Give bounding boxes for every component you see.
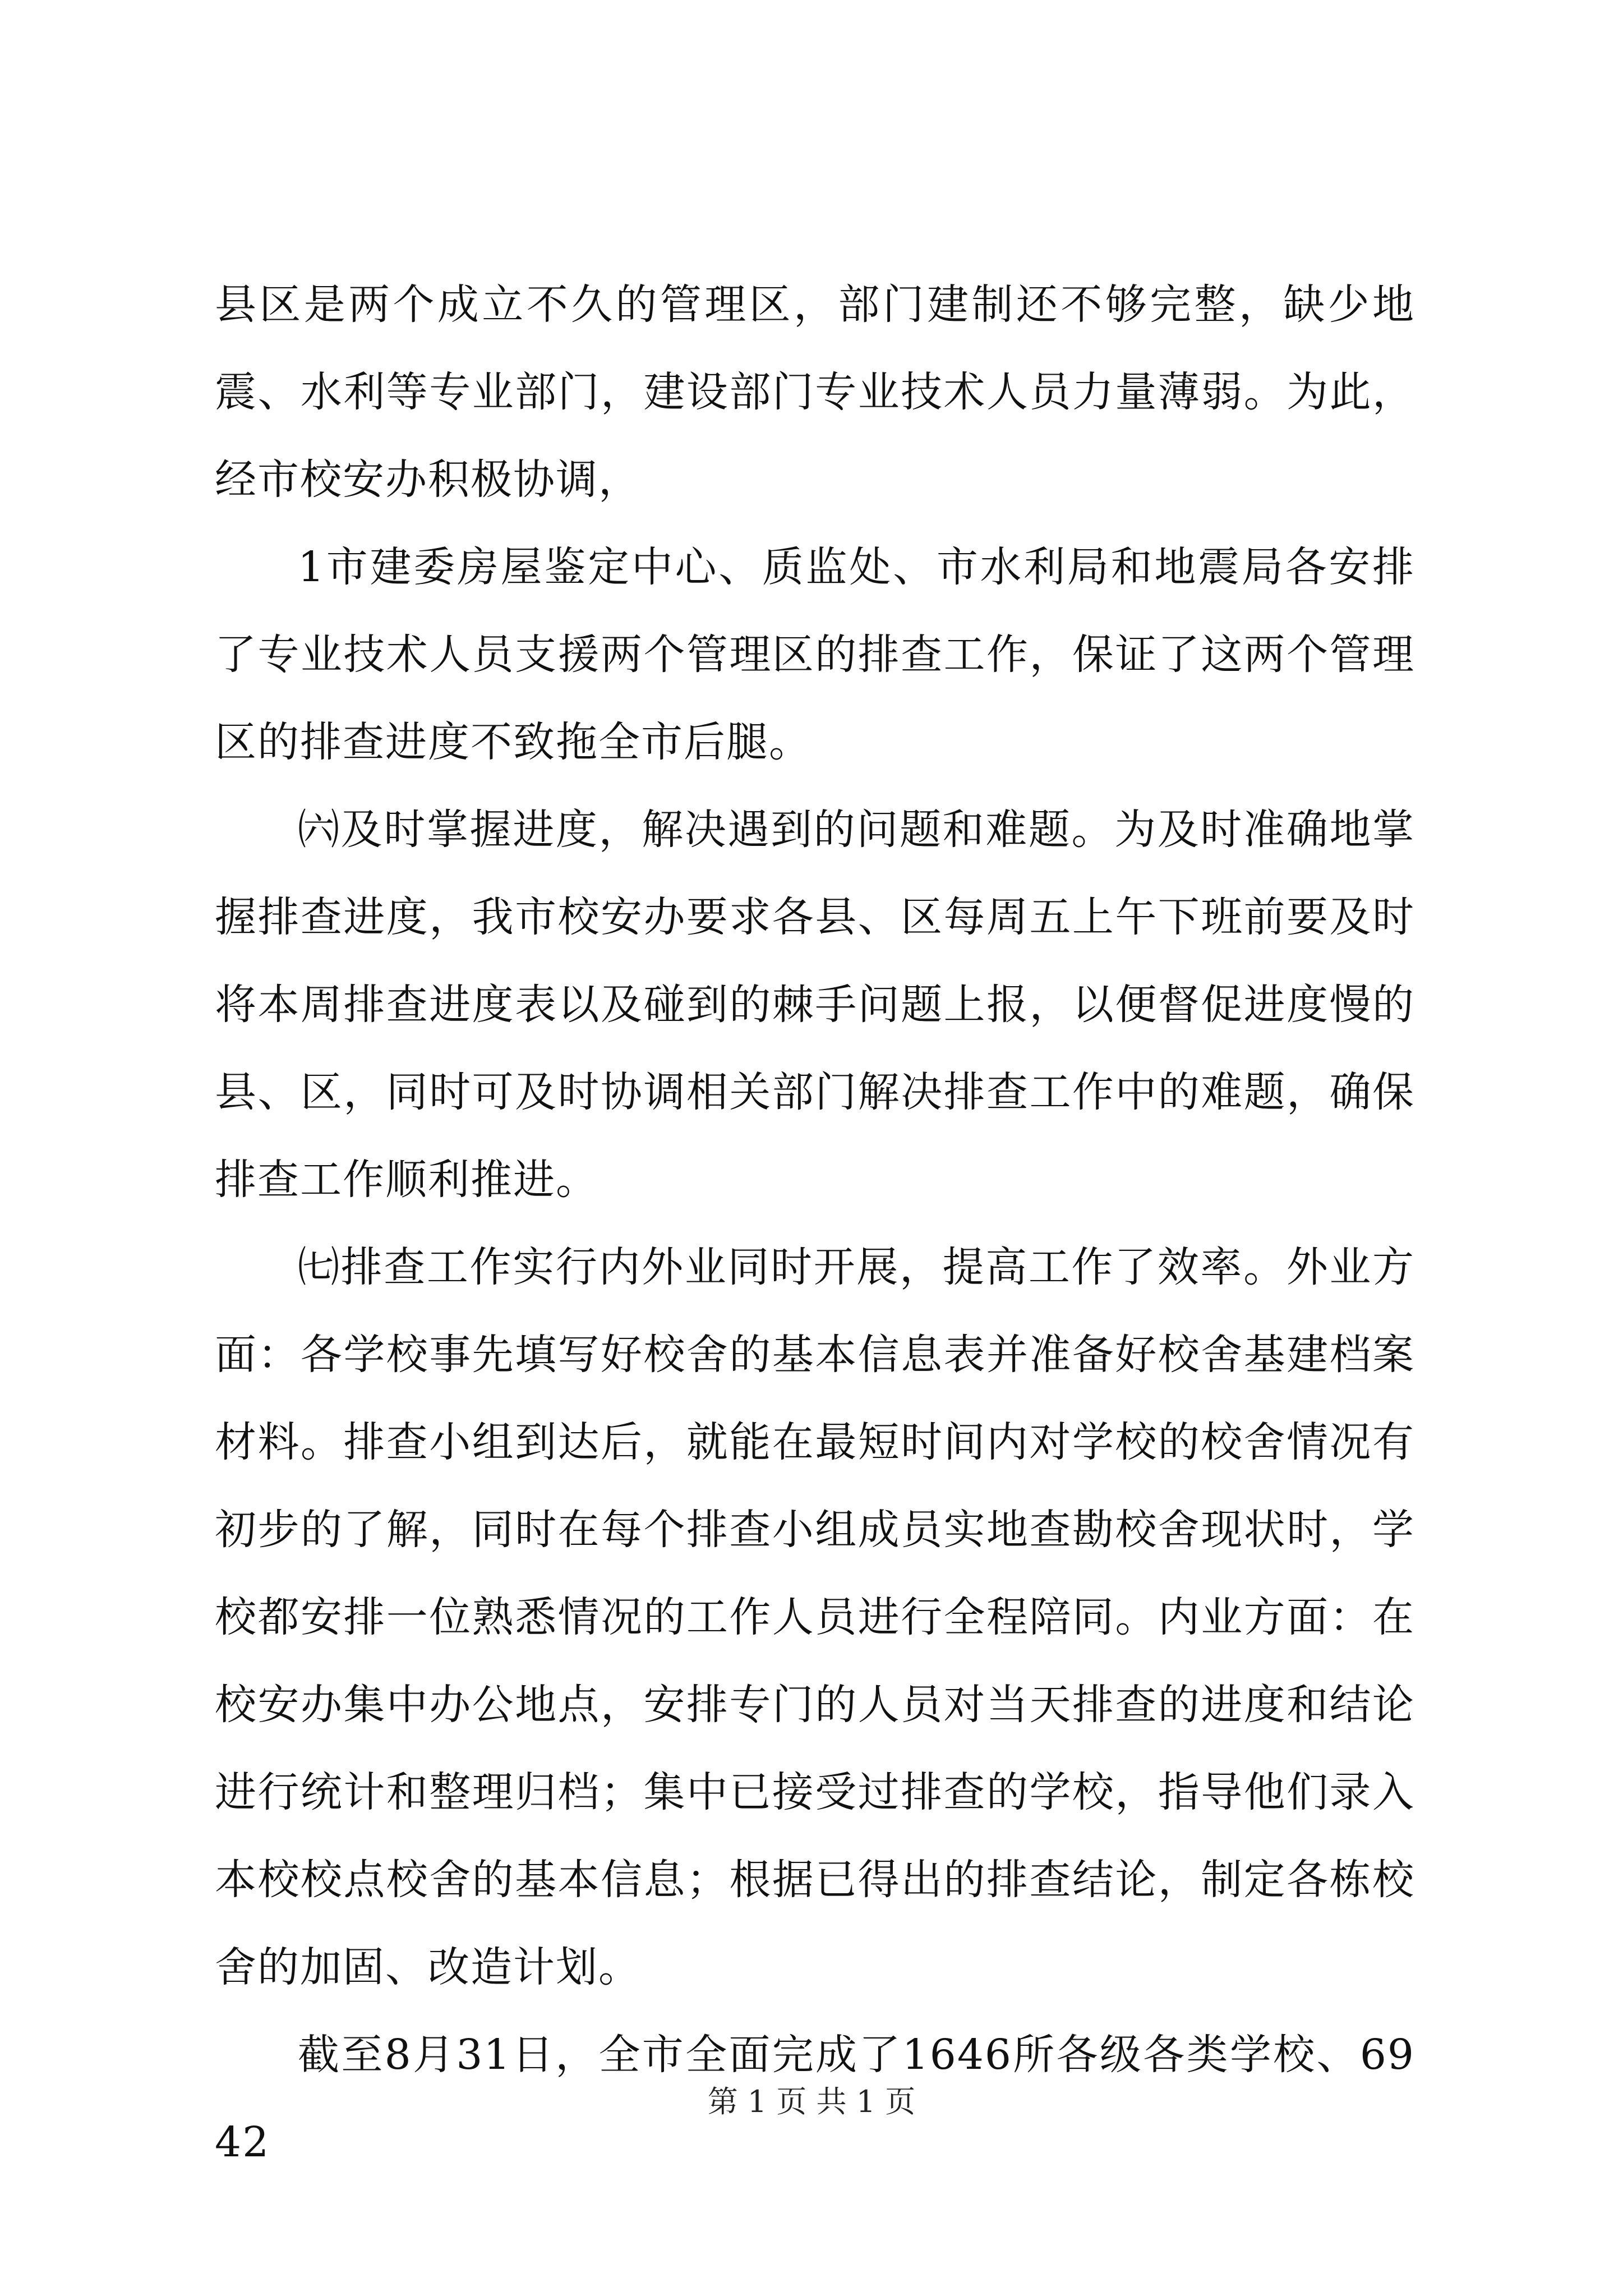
paragraph-section-6: ㈥及时掌握进度，解决遇到的问题和难题。为及时准确地掌握排查进度，我市校安办要求各县、区每周五上午下班前要及时将本周排查进度表以及碰到的棘手问题上报，以便督促进度慢的县、区，同时可及时协调相关部门解决排查工作中的难题，确保排查工作顺利推进。 [215,806,1415,1204]
paragraph-completion-status: 截至8月31日，全市全面完成了1646所各级各类学校、6942 [215,2031,1415,2166]
document-body [215,261,1415,2186]
paragraph-continuation: 县区是两个成立不久的管理区，部门建制还不够完整，缺少地震、水利等专业部门，建设部门专业技术人员力量薄弱。为此，经市校安办积极协调， [215,280,1415,504]
page-number-footer: 第 1 页 共 1 页 [707,2084,916,2119]
paragraph-support-arrangement: 1市建委房屋鉴定中心、质监处、市水利局和地震局各安排了专业技术人员支援两个管理区的排查工作，保证了这两个管理区的排查进度不致拖全市后腿。 [215,543,1415,766]
paragraph-section-7: ㈦排查工作实行内外业同时开展，提高工作了效率。外业方面：各学校事先填写好校舍的基本信息表并准备好校舍基建档案材料。排查小组到达后，就能在最短时间内对学校的校舍情况有初步的了解，同时在每个排查小组成员实地查勘校舍现状时，学校都安排一位熟悉情况的工作人员进行全程陪同。内业方面：在校安办集中办公地点，安排专门的人员对当天排查的进度和结论进行统计和整理归档；集中已接受过排查的学校，指导他们录入本校校点校舍的基本信息；根据已得出的排查结论，制定各栋校舍的加固、改造计划。 [215,1243,1415,1991]
